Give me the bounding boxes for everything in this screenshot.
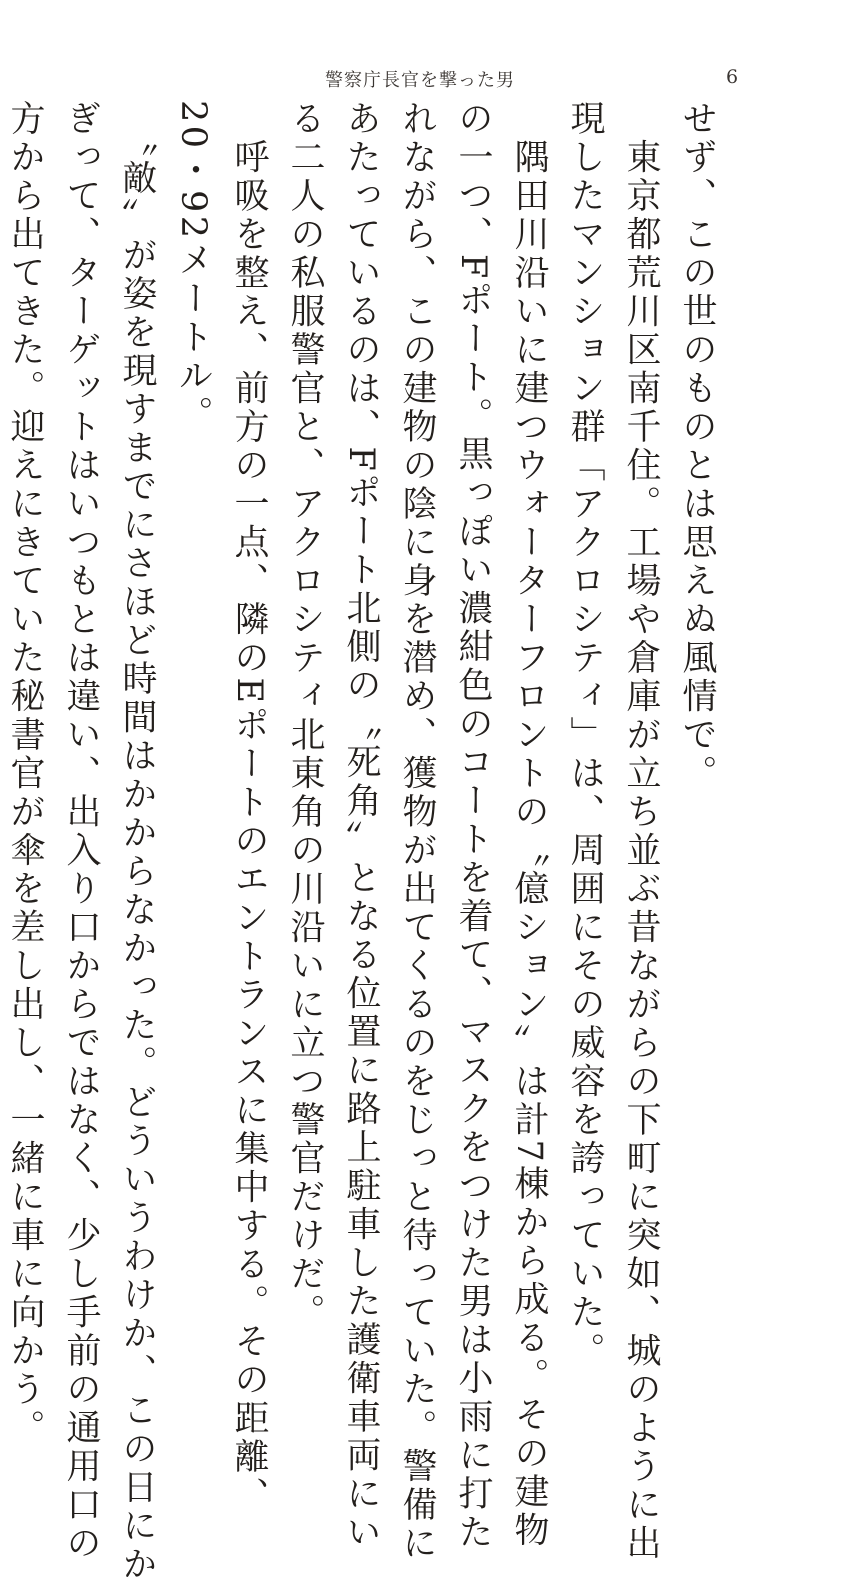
body-text: [0, 100, 725, 1584]
text-line: せず、この世のものとは思えぬ風情で。: [677, 100, 717, 793]
text-line: 方から出てきた。迎えにきていた秘書官が傘を差し出し、一緒に車に向かう。: [5, 100, 45, 1448]
text-line: 東京都荒川区南千住。工場や倉庫が立ち並ぶ昔ながらの下町に突如、城のように出: [621, 100, 661, 1563]
running-title: 警察庁長官を撃った男: [325, 70, 515, 91]
text-line: る二人の私服警官と、アクロシティ北東角の川沿いに立つ警官だけだ。: [285, 100, 325, 1332]
text-line: 呼吸を整え、前方の一点、隣のEポートのエントランスに集中する。その距離、: [229, 100, 269, 1516]
text-line: 現したマンション群「アクロシティ」は、周囲にその威容を誇っていた。: [565, 100, 605, 1371]
text-line: 20・92メートル。: [173, 100, 213, 435]
text-line: れながら、この建物の陰に身を潜め、獲物が出てくるのをじっと待っていた。警備に: [397, 100, 437, 1563]
text-line: あたっているのは、Fポート北側の〝死角〟となる位置に路上駐車した護衛車両にい: [341, 100, 381, 1553]
page-number: 6: [726, 66, 739, 88]
text-line: 〝敵〟が姿を現すまでにさほど時間はかからなかった。どういうわけか、この日にか: [117, 100, 157, 1584]
text-line: の一つ、Fポート。黒っぽい濃紺色のコートを着て、マスクをつけた男は小雨に打た: [453, 100, 493, 1553]
text-line: 隅田川沿いに建つウォーターフロントの〝億ション〟は計7棟から成る。その建物: [509, 100, 549, 1551]
text-line: ぎって、ターゲットはいつもとは違い、出入り口からではなく、少し手前の通用口の: [61, 100, 101, 1563]
